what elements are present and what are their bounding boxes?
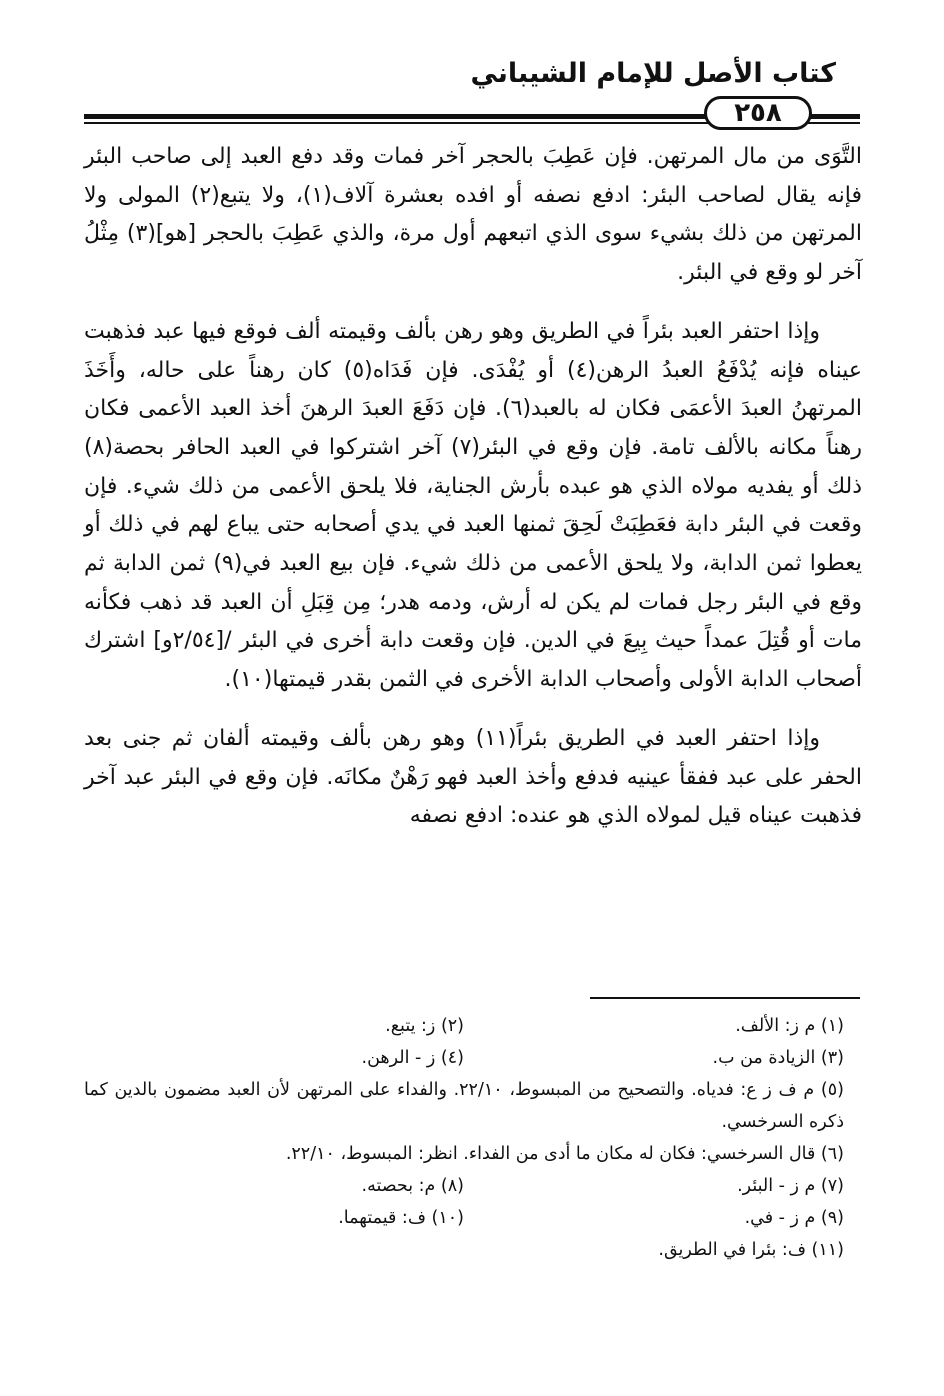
footnote-row bbox=[84, 1138, 844, 1170]
page-number-badge bbox=[704, 96, 812, 130]
footnote-row bbox=[84, 1042, 844, 1074]
footnote: (٤) ز - الرهن. bbox=[361, 1048, 464, 1068]
footnote-row bbox=[84, 1010, 844, 1042]
footnote: (١٠) ف: قيمتهما. bbox=[338, 1208, 464, 1228]
footnote: (٦) قال السرخسي: فكان له مكان ما أدى من الفداء. انظر: المبسوط، ٢٢/١٠. bbox=[285, 1144, 844, 1164]
footnote-row bbox=[84, 1074, 844, 1138]
footnote: (٩) م ز - في. bbox=[744, 1208, 844, 1228]
paragraph: وإذا احتفر العبد في الطريق بئراً(١١) وهو رهن بألف وقيمته ألفان ثم جنى بعد الحفر على عبد ففقأ عينيه فدفع وأخذ العبد فهو رَهْنٌ مكانَه. فإن وقع في البئر عبد آخر فذهبت عيناه قيل لمولاه الذي هو عنده: ادفع نصفه bbox=[84, 725, 862, 829]
page-number: ٢٥٨ bbox=[734, 98, 782, 128]
footnote: (٨) م: بحصته. bbox=[361, 1176, 464, 1196]
footnotes bbox=[84, 1010, 844, 1266]
footnote: (١) م ز: الألف. bbox=[735, 1016, 844, 1036]
footnote: (٧) م ز - البئر. bbox=[737, 1176, 844, 1196]
footnote-row bbox=[84, 1202, 844, 1234]
footnote-row bbox=[84, 1234, 844, 1266]
paragraph: وإذا احتفر العبد بئراً في الطريق وهو رهن بألف وقيمته ألف فوقع فيها عبد فذهبت عيناه فإنه يُدْفَعُ العبدُ الرهن(٤) أو يُفْدَى. فإن فَدَاه(٥) كان رهناً على حاله، وأَخَذَ المرتهنُ العبدَ الأعمَى فكان له بالعبد(٦). فإن دَفَعَ العبدَ الرهنَ أخذ العبد الأعمى فكان رهناً مكانه بالألف تامة. فإن وقع في البئر(٧) آخر اشتركوا في العبد الحافر بحصة(٨) ذلك أو يفديه مولاه الذي هو عبده بأرش الجناية، فلا يلحق الأعمى من ذلك شيء. فإن وقعت في البئر دابة فعَطِبَتْ لَحِقَ ثمنها العبد في يدي أصحابه حتى يباع لهم في ذلك أو يعطوا ثمن الدابة، ولا يلحق الأعمى من ذلك شيء. فإن بيع العبد في(٩) ثمن الدابة ثم وقع في البئر رجل فمات لم يكن له أرش، ودمه هدر؛ مِن قِبَلِ أن العبد قد ذهب فكأنه مات أو قُتِلَ عمداً حيث بِيعَ في الدين. فإن وقعت دابة أخرى في البئر /[٢/٥٤و] اشترك أصحاب الدابة الأولى وأصحاب الدابة الأخرى في الثمن بقدر قيمتها(١٠). bbox=[84, 318, 863, 693]
running-title: كتاب الأصل للإمام الشيباني bbox=[470, 58, 836, 89]
footnote: (٢) ز: يتبع. bbox=[385, 1016, 464, 1036]
footnote: (١١) ف: بئرا في الطريق. bbox=[658, 1240, 844, 1260]
footnote: (٥) م ف ز ع: فدياه. والتصحيح من المبسوط، ٢٢/١٠. والفداء على المرتهن لأن العبد مضمون بالدين كما ذكره السرخسي. bbox=[84, 1080, 844, 1132]
main-text bbox=[84, 138, 862, 856]
footnote: (٣) الزيادة من ب. bbox=[712, 1048, 844, 1068]
paragraph: التَّوَى من مال المرتهن. فإن عَطِبَ بالحجر آخر فمات وقد دفع العبد إلى صاحب البئر فإنه يقال لصاحب البئر: ادفع نصفه أو افده بعشرة آلاف(١)، ولا يتبع(٢) المولى ولا المرتهن من ذلك بشيء سوى الذي اتبعهم أول مرة، والذي عَطِبَ بالحجر [هو](٣) مِثْلُ آخر لو وقع في البئر. bbox=[84, 144, 862, 286]
footnote-separator bbox=[590, 997, 860, 999]
footnote-row bbox=[84, 1170, 844, 1202]
